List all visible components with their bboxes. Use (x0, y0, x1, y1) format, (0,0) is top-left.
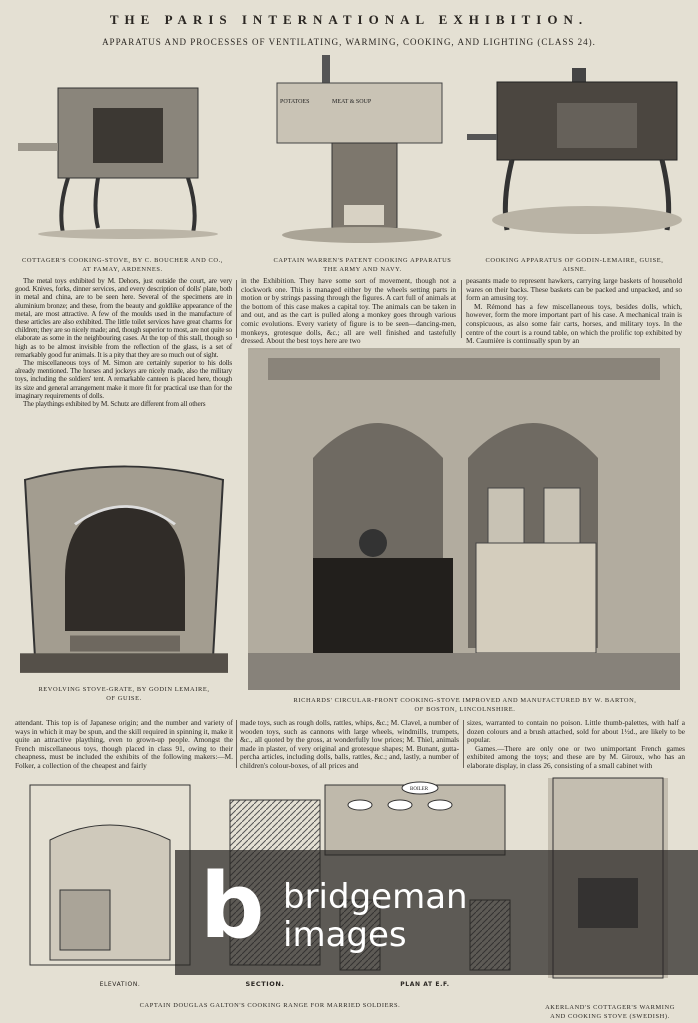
caption-akerland-stove (535, 1003, 685, 1021)
column-rule (236, 280, 237, 338)
caption-galton-range: CAPTAIN DOUGLAS GALTON'S COOKING RANGE FOR MARRIED SOLDIERS. (139, 1002, 401, 1009)
warren-cooking-apparatus-illustration (272, 55, 452, 245)
article-column-2 (241, 276, 456, 346)
paragraph: in the Exhibition. They have some sort of movement, though not a clockwork one. This is managed either by the wheels setting parts in motion or by strings passing through the figures. A cart full of animals at the bottom of this case makes a capital toy. The animals can be taken in and out, and as the cart is pulled along a monkey goes through various comic evolutions. Every variety of figure is to be seen—dancing-men, monkeys, grotesque dolls, &c.; all are well finished and tastefully dressed. About the best toys here are two (241, 276, 456, 346)
caption-line: CAPTAIN WARREN'S PATENT COOKING APPARATUS (273, 257, 452, 264)
label-elevation: ELEVATION. (99, 981, 141, 988)
potatoes-label: POTATOES (280, 99, 310, 105)
caption-revolving-stove (15, 685, 233, 703)
column-rule (236, 720, 237, 768)
revolving-stove-grate-illustration (15, 462, 233, 680)
paragraph: The playthings exhibited by M. Schutz are different from all others (23, 399, 206, 409)
boiler-label: BOILER (410, 787, 429, 792)
caption-line: COTTAGER'S COOKING-STOVE, BY C. BOUCHER AND CO., (22, 257, 223, 264)
paragraph: attendant. This top is of Japanese origin; and the number and variety of ways in which it may be spun, and the skill required in spinning it, make it quite an attractive plaything, even to grown-up people. Amongst the French miscellaneous toys, though placed in class 91, owing to their cheapness, must be included the exhibits of the following makers:—M. Folker, a collection of the cheapest and fairly (15, 718, 233, 770)
article-column-1 (15, 277, 232, 408)
paragraph: M. Rémond has a few miscellaneous toys, besides dolls, which, however, form the more important part of his case. A mechanical train is conspicuous, as also some fair carts, horses, and military toys. In the centre of the court is a round table, on which the prolific top exhibited by M. Caumière is continually spun by an (466, 301, 682, 346)
richards-cooking-stove-illustration (248, 348, 680, 690)
caption-line: RICHARDS' CIRCULAR-FRONT COOKING-STOVE IMPROVED AND MANUFACTURED BY W. BARTON, (293, 697, 637, 704)
article-column-3 (466, 276, 682, 346)
caption-line: COOKING APPARATUS OF GODIN-LEMAIRE, GUISE, (485, 257, 664, 264)
label-section: SECTION. (245, 980, 285, 988)
paragraph: The miscellaneous toys of M. Simon are certainly superior to his dolls already mentioned. The horses and jockeys are nicely made, also the military toys, including the soldiers' tent. A remarkable canteen is placed here, though its size and general arrangement make it more fit for practical use than for the imaginary requirements of dolls. (15, 358, 232, 400)
paragraph: peasants made to represent hawkers, carrying large baskets of household wares on their backs. These baskets can be packed and unpacked, and so form an amusing toy. (466, 276, 682, 303)
watermark-brand-line: images (283, 915, 407, 955)
paragraph: The metal toys exhibited by M. Dehors, just outside the court, are very good. Knives, forks, dinner services, and every description of dolls' plate, both in metal and china, are to be seen here. Several of the specimens are in aluminium bronze; and these, from the beauty and goldlike appearance of the metal, are most attractive. A few of the moulds used in the manufacture of these articles are also exhibited. The little toilet services have great charms for children; they are so nicely made; and, though superior to most, are not quite so elaborate as some in the neighbouring cases. At the top of this stall, though so high as to be almost invisible from the reflection of the glass, is a set of remarkably good fur animals. It is a pity that they are so much out of sight. (15, 276, 232, 359)
column-rule (463, 720, 464, 768)
article-column-4 (15, 718, 233, 770)
paragraph: made toys, such as rough dolls, rattles, whips, &c.; M. Clavel, a number of wooden toys, such as cannons with large wheels, windmills, trumpets, &c., all quoted by the gross, at wonderfully low prices; M. Thiel, animals made in plaster, of very original and grotesque shapes; M. Bunant, gutta-percha articles, including dolls, balls, rattles, &c.; and, lastly, a number of children's colour-boxes, of all prices and (240, 718, 459, 770)
caption-line: THE ARMY AND NAVY. (323, 266, 402, 273)
label-plan: PLAN AT E.F. (400, 981, 450, 988)
watermark-brand-line: bridgeman (283, 877, 468, 917)
caption-line: AT FAMAY, ARDENNES. (82, 266, 163, 273)
page-subtitle: APPARATUS AND PROCESSES OF VENTILATING, WARMING, COOKING, AND LIGHTING (CLASS 24). (102, 37, 596, 47)
meat-soup-label: MEAT & SOUP (332, 99, 372, 105)
watermark-logo-mark: b (200, 854, 265, 959)
article-column-5 (240, 718, 459, 770)
caption-line: OF GUISE. (106, 695, 142, 702)
caption-line: AKERLAND'S COTTAGER'S WARMING (545, 1004, 675, 1011)
paragraph: sizes, warranted to contain no poison. Little thumb-palettes, with half a dozen colours and a brush attached, sold for about 1½d., are likely to be popular. (467, 718, 685, 745)
article-column-6 (467, 718, 685, 770)
page-title: THE PARIS INTERNATIONAL EXHIBITION. (109, 12, 589, 27)
caption-warren-apparatus (255, 256, 470, 274)
cottager-stove-illustration (18, 68, 228, 240)
caption-line: OF BOSTON, LINCOLNSHIRE. (414, 706, 516, 713)
paragraph: Games.—There are only one or two unimportant French games exhibited among the toys; and these are by M. Giroux, who has an elaborate display, in class 26, consisting of a small cabinet with (467, 743, 685, 770)
caption-richards-stove (240, 696, 690, 714)
column-rule (461, 280, 462, 338)
caption-line: AND COOKING STOVE (SWEDISH). (550, 1013, 670, 1020)
caption-cottager-stove (15, 256, 230, 274)
caption-godin-apparatus (462, 256, 687, 274)
watermark-brand (283, 878, 468, 954)
caption-line: REVOLVING STOVE-GRATE, BY GODIN LEMAIRE, (38, 686, 210, 693)
caption-line: AISNE. (562, 266, 587, 273)
godin-cooking-apparatus-illustration (467, 68, 687, 238)
